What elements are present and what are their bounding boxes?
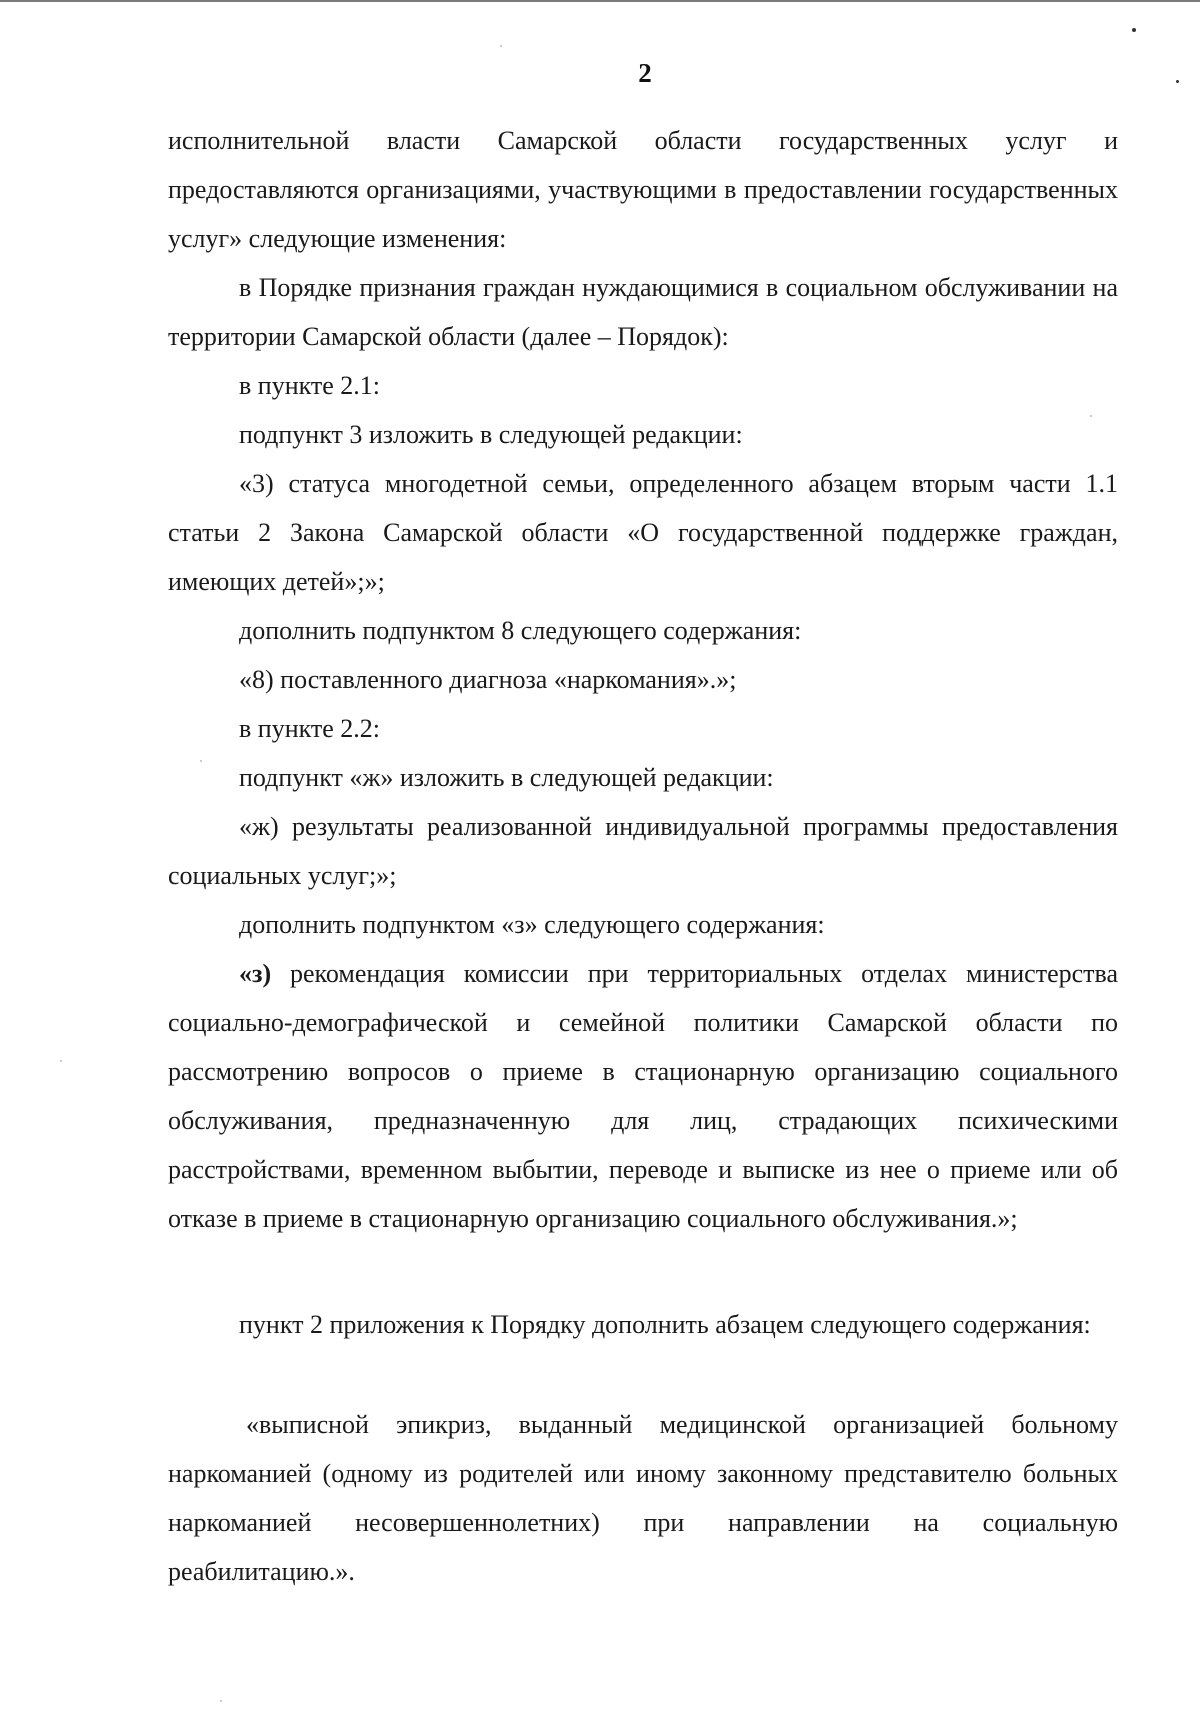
scan-speck: [60, 1060, 62, 1062]
paragraph-quote-z: [168, 949, 1118, 1243]
paragraph-point-2-1: [168, 361, 1118, 410]
paragraph-subpoint-zh: [168, 753, 1118, 802]
paragraph: в Порядке признания граждан нуждающимися в социальном обслуживании на территории Самарской области (далее – Порядок):: [168, 273, 1118, 351]
paragraph-appendix: [168, 1300, 1118, 1349]
scan-speck: [1176, 80, 1179, 83]
paragraph-intro: [168, 116, 1118, 263]
scan-speck: [500, 45, 502, 47]
paragraph-text: рекомендация комиссии при территориальных отделах министерства социально-демографической и семейной политики Самарской области по рассмотрению вопросов о приеме в стационарную организацию социального обслуживания, предназначенную для лиц, страдающих психическими расстройствами, временном выбытии, переводе и выписке из нее о приеме или об отказе в приеме в стационарную организацию социального обслуживания.»;: [168, 959, 1118, 1233]
scan-speck: [200, 760, 202, 762]
paragraph: «выписной эпикриз, выданный медицинской организацией больному наркоманией (одному из родителей или иному законному представителю больных наркоманией несовершеннолетних) при направлении на социальную реабилитацию.».: [168, 1410, 1118, 1586]
paragraph: пункт 2 приложения к Порядку дополнить абзацем следующего содержания:: [239, 1310, 1091, 1339]
scan-speck: [1132, 28, 1136, 32]
scan-speck: [1090, 415, 1092, 417]
paragraph-point-2-2: [168, 704, 1118, 753]
scan-edge-line: [0, 0, 1200, 2]
paragraph-subpoint-3: [168, 410, 1118, 459]
paragraph: дополнить подпунктом 8 следующего содержания:: [239, 616, 802, 645]
paragraph-quote-3: [168, 459, 1118, 606]
paragraph: исполнительной власти Самарской области государственных услуг и предоставляются организациями, участвующими в предоставлении государственных услуг» следующие изменения:: [168, 126, 1118, 253]
paragraph: дополнить подпунктом «з» следующего содержания:: [239, 910, 825, 939]
paragraph-quote-zh: [168, 802, 1118, 900]
scan-speck: [220, 1700, 222, 1702]
paragraph: [168, 949, 1118, 1243]
page-number: 2: [638, 58, 652, 88]
paragraph-quote-epicrisis: [168, 1400, 1118, 1596]
paragraph-quote-8: [168, 655, 1118, 704]
paragraph-add-z: [168, 900, 1118, 949]
paragraph: в пункте 2.2:: [239, 714, 381, 743]
paragraph: «3) статуса многодетной семьи, определенного абзацем вторым части 1.1 статьи 2 Закона Самарской области «О государственной поддержке граждан, имеющих детей»;»;: [168, 469, 1118, 596]
paragraph: в пункте 2.1:: [239, 371, 381, 400]
bold-prefix: «з): [239, 959, 272, 988]
paragraph: подпункт 3 изложить в следующей редакции:: [239, 420, 743, 449]
paragraph: «ж) результаты реализованной индивидуальной программы предоставления социальных услуг;»;: [168, 812, 1118, 890]
paragraph: подпункт «ж» изложить в следующей редакции:: [239, 763, 774, 792]
paragraph-add-8: [168, 606, 1118, 655]
paragraph-order: [168, 263, 1118, 361]
paragraph: «8) поставленного диагноза «наркомания».»;: [239, 665, 737, 694]
